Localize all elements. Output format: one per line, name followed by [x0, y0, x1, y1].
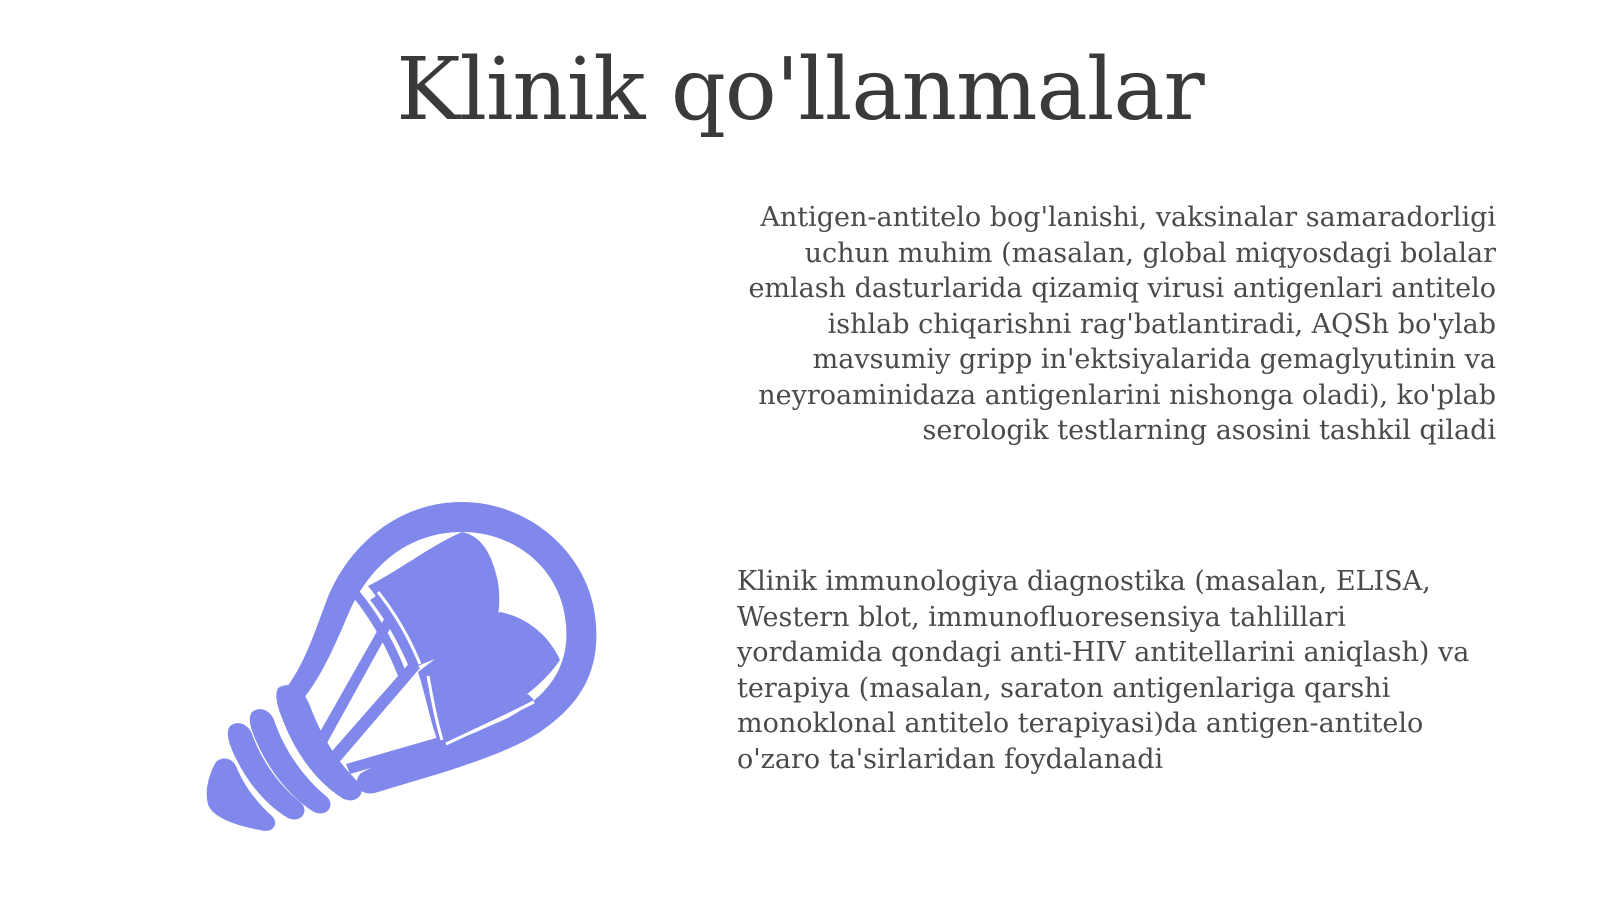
- slide-title: Klinik qo'llanmalar: [396, 40, 1204, 140]
- lightbulb-with-book-icon: [200, 500, 620, 850]
- paragraph-clinical-immunology: Klinik immunologiya diagnostika (masalan, ELISA, Western blot, immunofluoresensiya tahlillari yordamida qondagi anti-HIV antitellarini aniqlash) va terapiya (masalan, saraton antigenlariga qarshi monoklonal antitelo terapiyasi)da antigen-antitelo o'zaro ta'sirlaridan foydalanadi: [737, 566, 1470, 775]
- paragraph-antigen-antibody-binding: Antigen-antitelo bog'lanishi, vaksinalar samaradorligi uchun muhim (masalan, global miqyosdagi bolalar emlash dasturlarida qizamiq virusi antigenlari antitelo ishlab chiqarishni rag'batlantiradi, AQSh bo'ylab mavsumiy gripp in'ektsiyalarida gemaglyutinin va neyroaminidaza antigenlarini nishonga oladi), ko'plab serologik testlarning asosini tashkil qiladi: [748, 202, 1496, 446]
